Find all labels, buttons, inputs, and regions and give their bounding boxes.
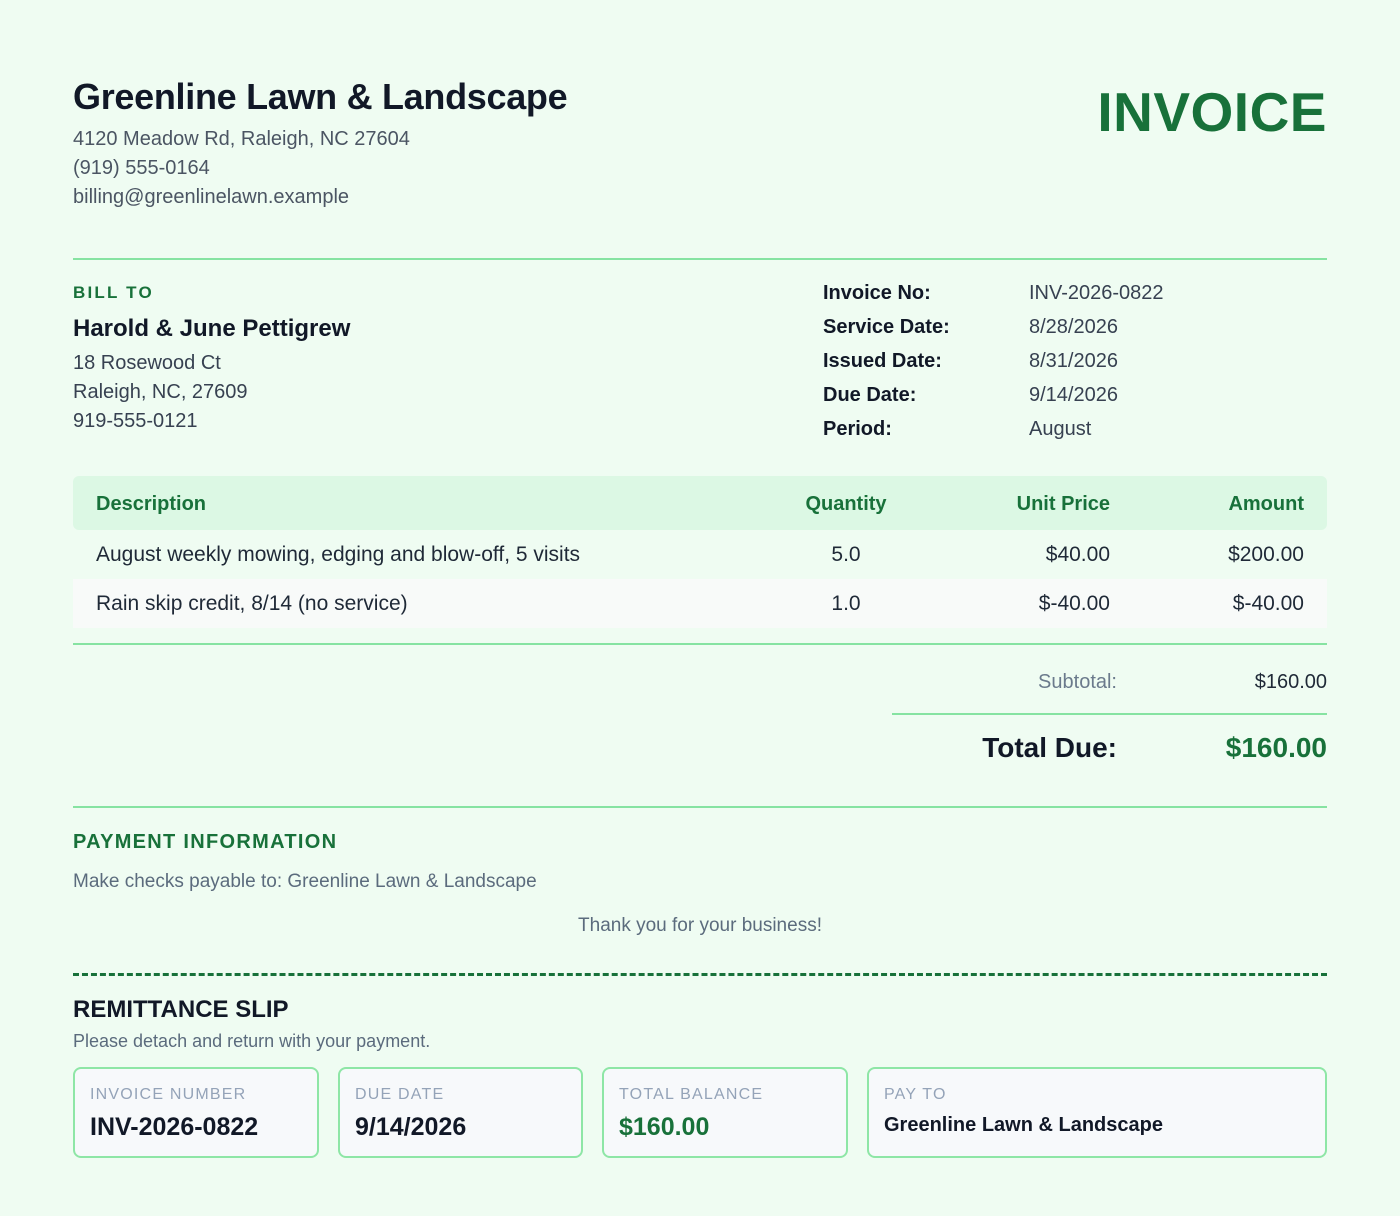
box-value: Greenline Lawn & Landscape xyxy=(884,1114,1163,1136)
meta-value: 9/14/2026 xyxy=(1029,384,1118,406)
box-value: INV-2026-0822 xyxy=(90,1113,259,1141)
line-items-table xyxy=(73,476,1327,628)
cell-quantity: 5.0 xyxy=(831,543,861,566)
table-row xyxy=(73,530,1327,579)
meta-value: 8/28/2026 xyxy=(1029,316,1118,338)
invoice-title: INVOICE xyxy=(1097,81,1327,143)
meta-key: Invoice No: xyxy=(823,282,931,304)
cell-description: Rain skip credit, 8/14 (no service) xyxy=(96,592,408,615)
bill-to-name: Harold & June Pettigrew xyxy=(73,315,351,342)
meta-issued-date xyxy=(823,350,1327,384)
table-row xyxy=(73,579,1327,628)
meta-service-date xyxy=(823,316,1327,350)
remit-total-balance-box xyxy=(602,1067,848,1158)
company-phone: (919) 555-0164 xyxy=(73,157,210,179)
meta-invoice-no xyxy=(823,282,1327,316)
meta-value: August xyxy=(1029,418,1092,440)
remittance-title: REMITTANCE SLIP xyxy=(73,996,289,1023)
cell-unit-price: $-40.00 xyxy=(1038,592,1110,615)
meta-key: Period: xyxy=(823,418,892,440)
header-divider xyxy=(73,258,1327,260)
thank-you-note: Thank you for your business! xyxy=(578,915,822,936)
meta-value: INV-2026-0822 xyxy=(1029,282,1164,304)
header-unit-price: Unit Price xyxy=(1016,493,1110,515)
payment-instructions: Make checks payable to: Greenline Lawn & Landscape xyxy=(73,871,537,892)
cell-quantity: 1.0 xyxy=(831,592,861,615)
remittance-subtitle: Please detach and return with your payment. xyxy=(73,1031,431,1051)
meta-value: 8/31/2026 xyxy=(1029,350,1118,372)
box-label: TOTAL BALANCE xyxy=(619,1086,764,1103)
remit-pay-to-box xyxy=(867,1067,1327,1158)
meta-due-date xyxy=(823,384,1327,418)
box-label: DUE DATE xyxy=(355,1086,445,1103)
payment-info-title: PAYMENT INFORMATION xyxy=(73,831,338,853)
header-description: Description xyxy=(96,493,207,515)
box-label: PAY TO xyxy=(884,1086,947,1103)
table-header xyxy=(73,476,1327,530)
company-address: 4120 Meadow Rd, Raleigh, NC 27604 xyxy=(73,128,410,150)
company-email: billing@greenlinelawn.example xyxy=(73,186,350,208)
table-divider xyxy=(73,643,1327,645)
box-value: 9/14/2026 xyxy=(355,1113,467,1141)
subtotal-value: $160.00 xyxy=(1254,671,1327,693)
remit-due-date-box xyxy=(338,1067,583,1158)
header-quantity: Quantity xyxy=(805,493,887,515)
total-divider xyxy=(892,713,1327,715)
cell-description: August weekly mowing, edging and blow-off, 5 visits xyxy=(96,543,581,566)
subtotal-label: Subtotal: xyxy=(1038,671,1117,693)
total-due-value: $160.00 xyxy=(1225,732,1327,763)
cell-amount: $200.00 xyxy=(1228,543,1304,566)
bill-to-city: Raleigh, NC, 27609 xyxy=(73,381,248,403)
invoice-page xyxy=(73,0,1327,1216)
company-name: Greenline Lawn & Landscape xyxy=(73,76,568,117)
header-amount: Amount xyxy=(1228,493,1304,515)
bill-to-label: BILL TO xyxy=(73,283,154,302)
cell-unit-price: $40.00 xyxy=(1045,543,1110,566)
total-due-label: Total Due: xyxy=(982,732,1117,763)
meta-key: Due Date: xyxy=(823,384,917,406)
box-value: $160.00 xyxy=(619,1113,710,1141)
box-label: INVOICE NUMBER xyxy=(90,1086,247,1103)
meta-period xyxy=(823,418,1327,452)
detach-line xyxy=(73,973,1327,976)
remit-invoice-number-box xyxy=(73,1067,319,1158)
bill-to-phone: 919-555-0121 xyxy=(73,410,198,432)
bill-to-street: 18 Rosewood Ct xyxy=(73,352,221,374)
cell-amount: $-40.00 xyxy=(1232,592,1304,615)
totals-divider xyxy=(73,806,1327,808)
meta-key: Issued Date: xyxy=(823,350,942,372)
meta-key: Service Date: xyxy=(823,316,950,338)
